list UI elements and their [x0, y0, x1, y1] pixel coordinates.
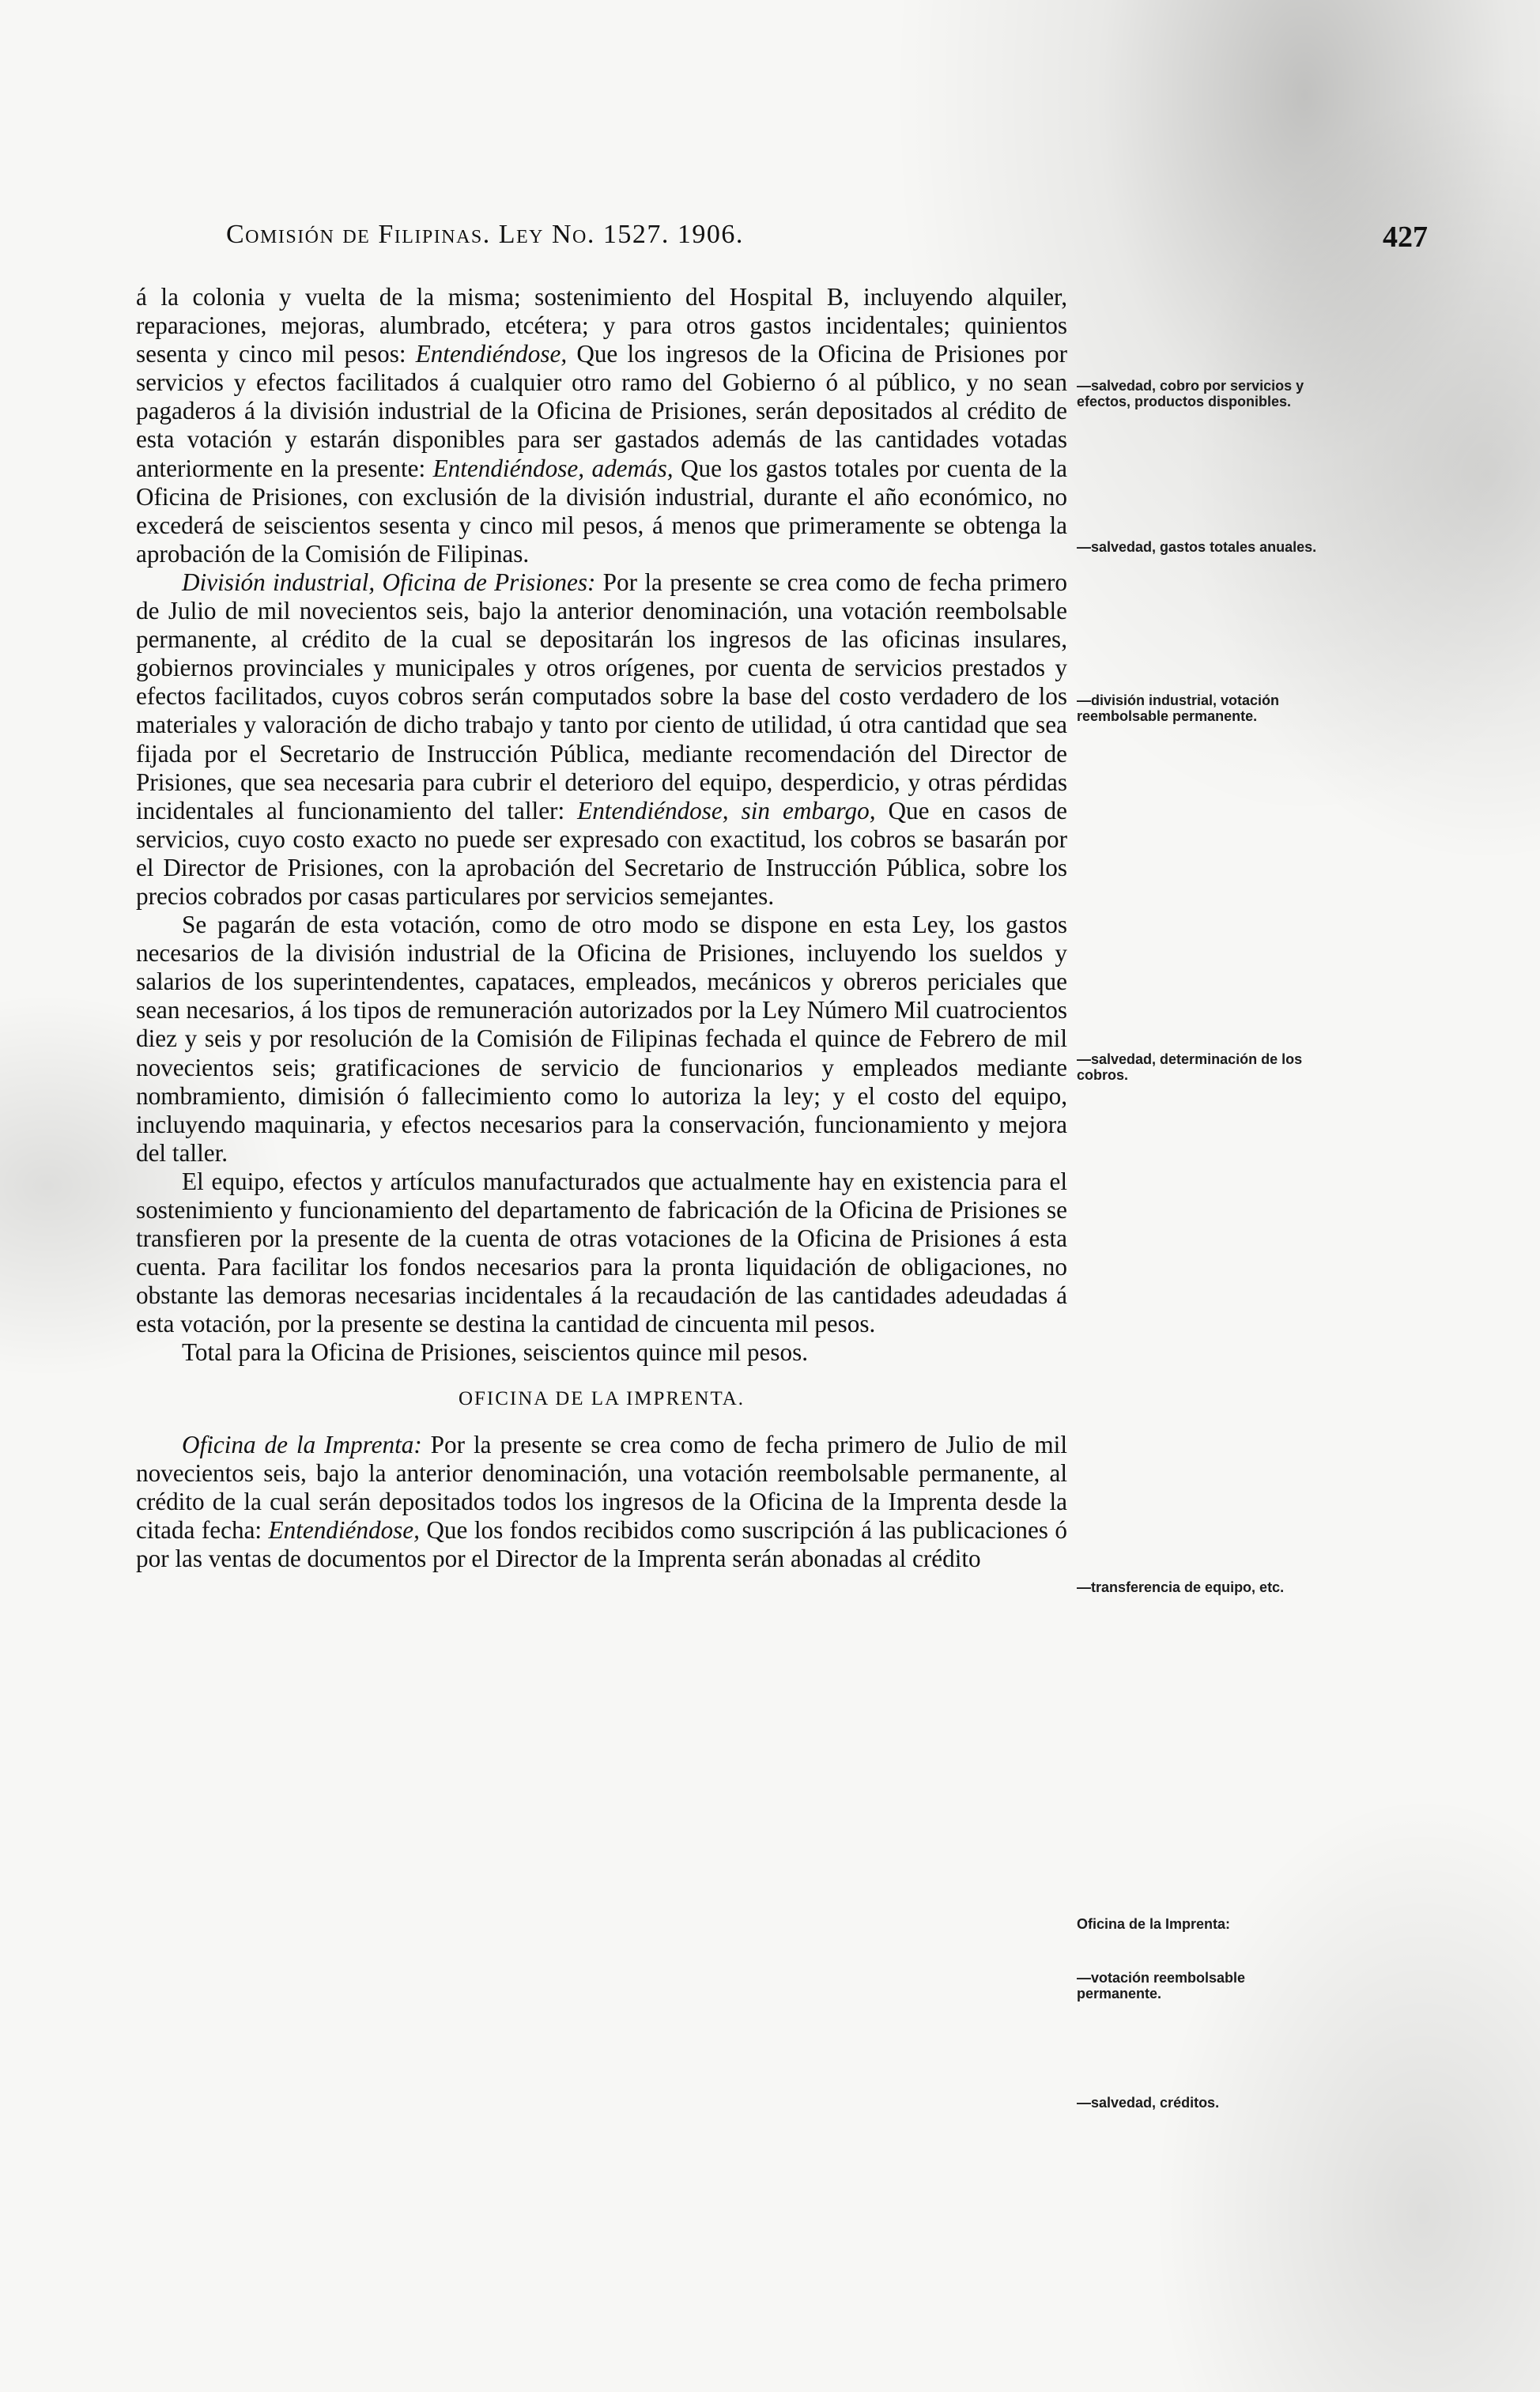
section-heading: OFICINA DE LA IMPRENTA.: [458, 1387, 745, 1409]
paragraph-hospital-expenses: á la colonia y vuelta de la misma; sostenimiento del Hospital B, incluyendo alquiler, reparaciones, mejoras, alumbrado, etcétera; y para otros gastos incidentales; quinientos sesenta y cinco mil pesos: Entendiéndose, Que los ingresos de la Oficina de Prisiones por servicios y efectos facilitados á cualquier otro ramo del Gobierno ó al público, y no sean pagaderos á la división industrial de la Oficina de Prisiones, serán depositados al crédito de esta votación y estarán disponibles para ser gastados además de las cantidades votadas anteriormente en la presente: Entendiéndose, además, Que los gastos totales por cuenta de la Oficina de Prisiones, con exclusión de la división industrial, durante el año económico, no excederá de seiscientos sesenta y cinco mil pesos, á menos que primeramente se obtenga la aprobación de la Comisión de Filipinas.: [136, 283, 1068, 568]
margin-note-gastos-totales: —salvedad, gastos totales anuales.: [1077, 539, 1317, 555]
running-head: Comisión de Filipinas. Ley No. 1527. 1906.: [226, 220, 744, 249]
margin-note-division-industrial: —división industrial, votación reembolsable permanente.: [1077, 692, 1280, 724]
paragraph-total: Total para la Oficina de Prisiones, seiscientos quince mil pesos.: [182, 1338, 809, 1367]
page-header: [226, 220, 1428, 267]
page-number: 427: [1383, 221, 1428, 254]
margin-note-determinacion-cobros: —salvedad, determinación de los cobros.: [1077, 1051, 1303, 1083]
margin-note-transferencia-equipo: —transferencia de equipo, etc.: [1077, 1579, 1285, 1595]
paragraph-payments: Se pagarán de esta votación, como de otro modo se dispone en esta Ley, los gastos necesarios de la división industrial de la Oficina de Prisiones, incluyendo los sueldos y salarios de los superintendentes, capataces, empleados, mecánicos y obreros periciales que sean necesarios, á los tipos de remuneración autorizados por la Ley Número Mil cuatrocientos diez y seis y por resolución de la Comisión de Filipinas fechada el quince de Febrero de mil novecientos seis; gratificaciones de servicio de funcionarios y empleados mediante nombramiento, dimisión ó fallecimiento como lo autoriza la ley; y el costo del equipo, incluyendo maquinaria, y efectos necesarios para la conservación, funcionamiento y mejora del taller.: [136, 911, 1067, 1167]
paragraph-printing-office: Oficina de la Imprenta: Por la presente se crea como de fecha primero de Julio de mil novecientos seis, bajo la anterior denominación, una votación reembolsable permanente, al crédito de la cual serán depositados todos los ingresos de la Oficina de la Imprenta desde la citada fecha: Entendiéndose, Que los fondos recibidos como suscripción á las publicaciones ó por las ventas de documentos por el Director de la Imprenta serán abonadas al crédito: [136, 1430, 1067, 1573]
margin-note-votacion-reembolsable: —votación reembolsable permanente.: [1077, 1970, 1246, 2002]
margin-note-salvedad-creditos: —salvedad, créditos.: [1077, 2095, 1220, 2111]
paragraph-equipment-transfer: El equipo, efectos y artículos manufacturados que actualmente hay en existencia para el sostenimiento y funcionamiento del departamento de fabricación de la Oficina de Prisiones se transfieren por la presente de la cuenta de otras votaciones de la Oficina de Prisiones á esta cuenta. Para facilitar los fondos necesarios para la pronta liquidación de obligaciones, no obstante las demoras necesarias incidentales á la recaudación de las cantidades adeudadas á esta votación, por la presente se destina la cantidad de cincuenta mil pesos.: [136, 1167, 1067, 1338]
margin-note-salvedad-cobro: —salvedad, cobro por servicios y efectos, productos disponibles.: [1077, 378, 1304, 409]
paragraph-industrial-division: División industrial, Oficina de Prisiones: Por la presente se crea como de fecha primero de Julio de mil novecientos seis, bajo la anterior denominación, una votación reembolsable permanente, al crédito de la cual se depositarán los ingresos de las oficinas insulares, gobiernos provinciales y municipales y otros orígenes, por cuenta de servicios prestados y efectos facilitados, cuyos cobros serán computados sobre la base del costo verdadero de los materiales y valoración de dicho trabajo y tanto por ciento de utilidad, ú otra cantidad que sea fijada por el Secretario de Instrucción Pública, mediante recomendación del Director de Prisiones, que sea necesaria para cubrir el deterioro del equipo, desperdicio, y otras pérdidas incidentales al funcionamiento del taller: Entendiéndose, sin embargo, Que en casos de servicios, cuyo costo exacto no puede ser expresado con exactitud, los cobros se basarán por el Director de Prisiones, con la aprobación del Secretario de Instrucción Pública, sobre los precios cobrados por casas particulares por servicios semejantes.: [136, 568, 1067, 910]
margin-note-oficina-imprenta: Oficina de la Imprenta:: [1077, 1916, 1231, 1932]
main-text-column: [136, 283, 1067, 1573]
